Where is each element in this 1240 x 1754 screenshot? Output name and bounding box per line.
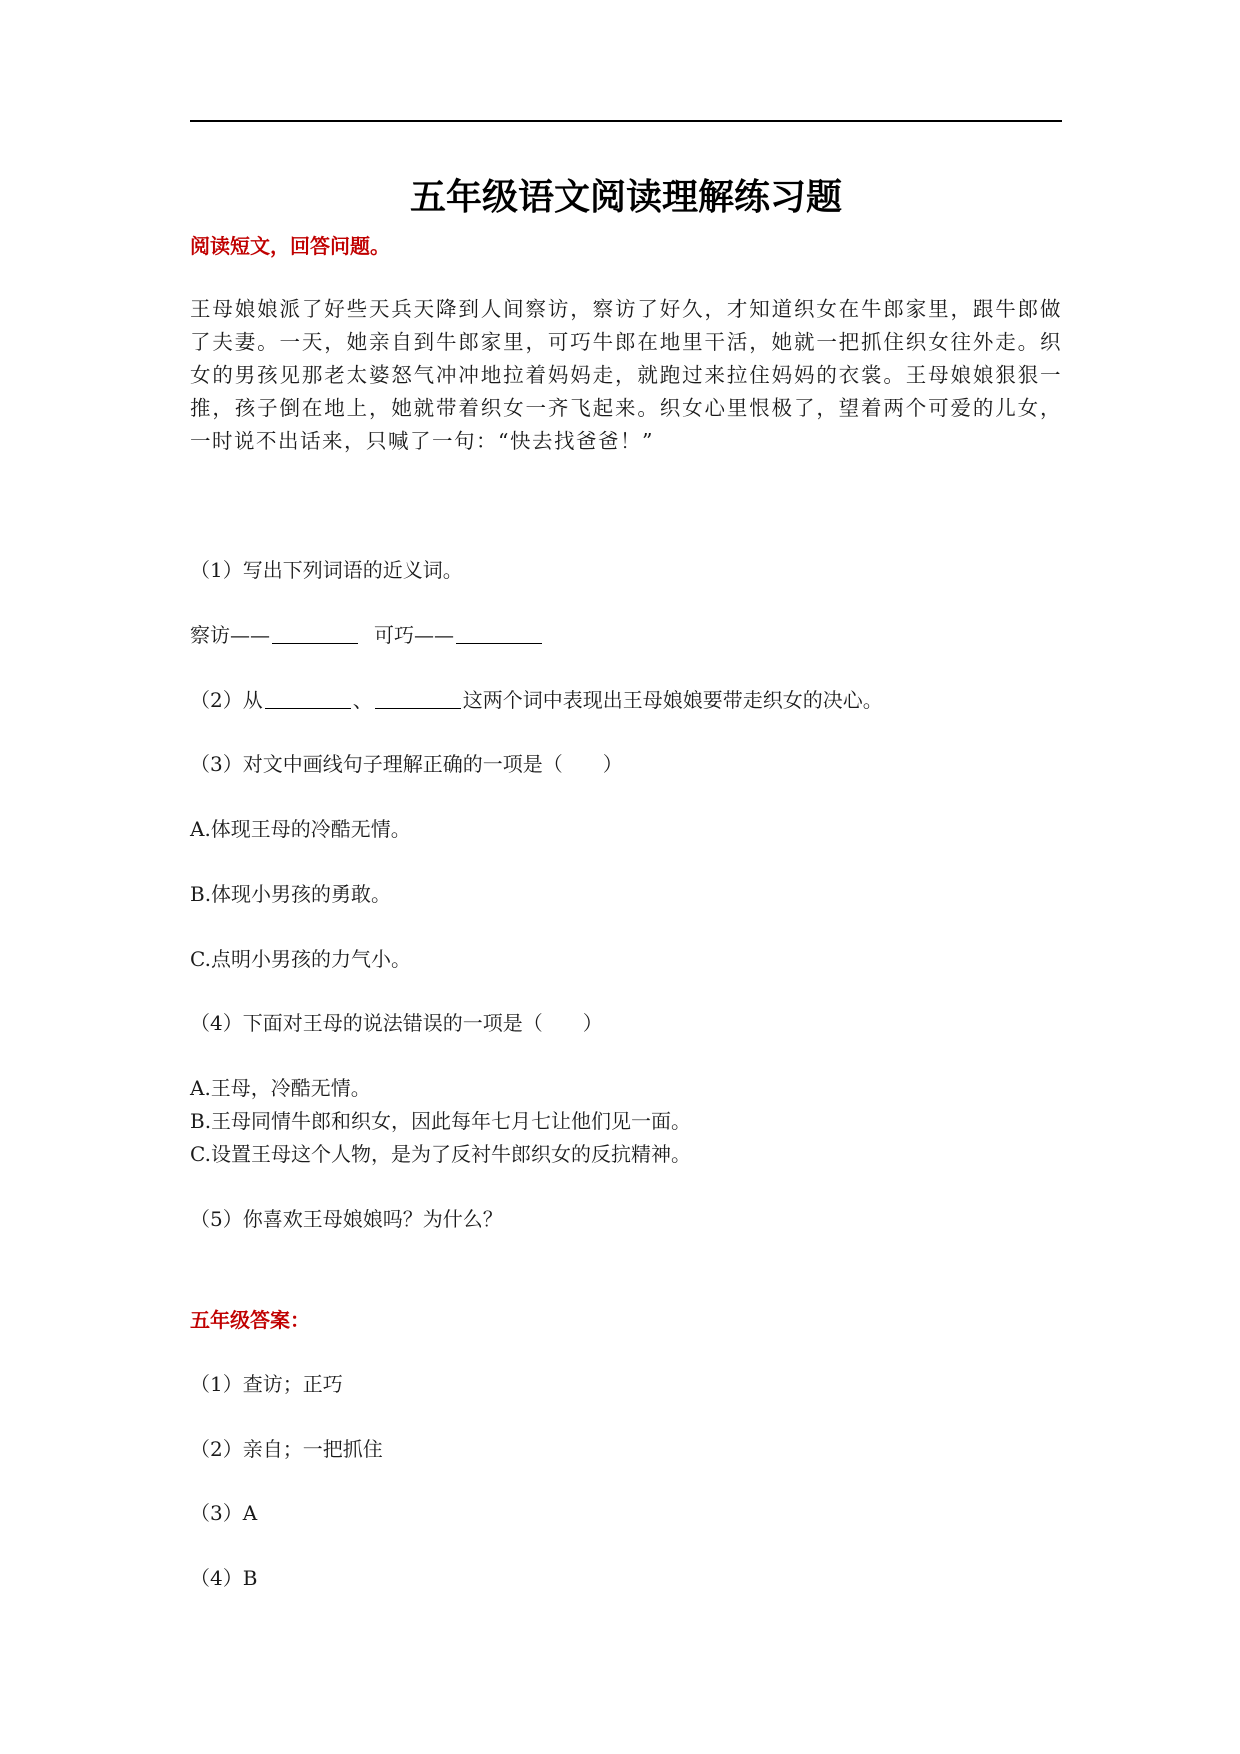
question-3: （3）对文中画线句子理解正确的一项是（ ） <box>190 752 623 776</box>
answer-3: （3）A <box>190 1501 258 1525</box>
q4-option-b: B.王母同情牛郎和织女，因此每年七月七让他们见一面。 <box>190 1109 692 1133</box>
q2-separator: 、 <box>352 688 373 712</box>
question-1: （1）写出下列词语的近义词。 <box>190 558 463 582</box>
answer-1: （1）查访；正巧 <box>190 1372 343 1396</box>
answer-4: （4）B <box>190 1566 258 1590</box>
q2-prefix: （2）从 <box>190 688 263 712</box>
question-1-blanks <box>190 621 1062 649</box>
q1-word2-label: 可巧—— <box>374 623 454 647</box>
q2-suffix: 这两个词中表现出王母娘娘要带走织女的决心。 <box>462 688 883 712</box>
q1-blank-1 <box>272 623 358 644</box>
question-5: （5）你喜欢王母娘娘吗？为什么？ <box>190 1207 503 1231</box>
answers-heading: 五年级答案： <box>190 1308 310 1332</box>
q3-option-c: C.点明小男孩的力气小。 <box>190 947 411 971</box>
answer-2: （2）亲自；一把抓住 <box>190 1437 383 1461</box>
q4-option-c: C.设置王母这个人物，是为了反衬牛郎织女的反抗精神。 <box>190 1142 691 1166</box>
q4-option-a: A.王母，冷酷无情。 <box>190 1076 371 1100</box>
question-2 <box>190 686 1062 714</box>
q2-blank-1 <box>265 688 351 709</box>
question-4: （4）下面对王母的说法错误的一项是（ ） <box>190 1011 603 1035</box>
q1-word1-label: 察访—— <box>190 623 270 647</box>
header-rule <box>190 120 1062 122</box>
q1-blank-2 <box>456 623 542 644</box>
reading-passage: 王母娘娘派了好些天兵天降到人间察访，察访了好久，才知道织女在牛郎家里，跟牛郎做了夫妻。一天，她亲自到牛郎家里，可巧牛郎在地里干活，她就一把抓住织女往外走。织女的男孩见那老太婆怒气冲冲地拉着妈妈走，就跑过来拉住妈妈的衣裳。王母娘娘狠狠一推，孩子倒在地上，她就带着织女一齐飞起来。织女心里恨极了，望着两个可爱的儿女，一时说不出话来，只喊了一句：“快去找爸爸！” <box>190 297 1062 453</box>
q3-option-b: B.体现小男孩的勇敢。 <box>190 882 392 906</box>
q2-blank-2 <box>375 688 461 709</box>
instruction-heading: 阅读短文，回答问题。 <box>190 234 390 258</box>
page-title: 五年级语文阅读理解练习题 <box>409 177 842 218</box>
q3-option-a: A.体现王母的冷酷无情。 <box>190 817 411 841</box>
